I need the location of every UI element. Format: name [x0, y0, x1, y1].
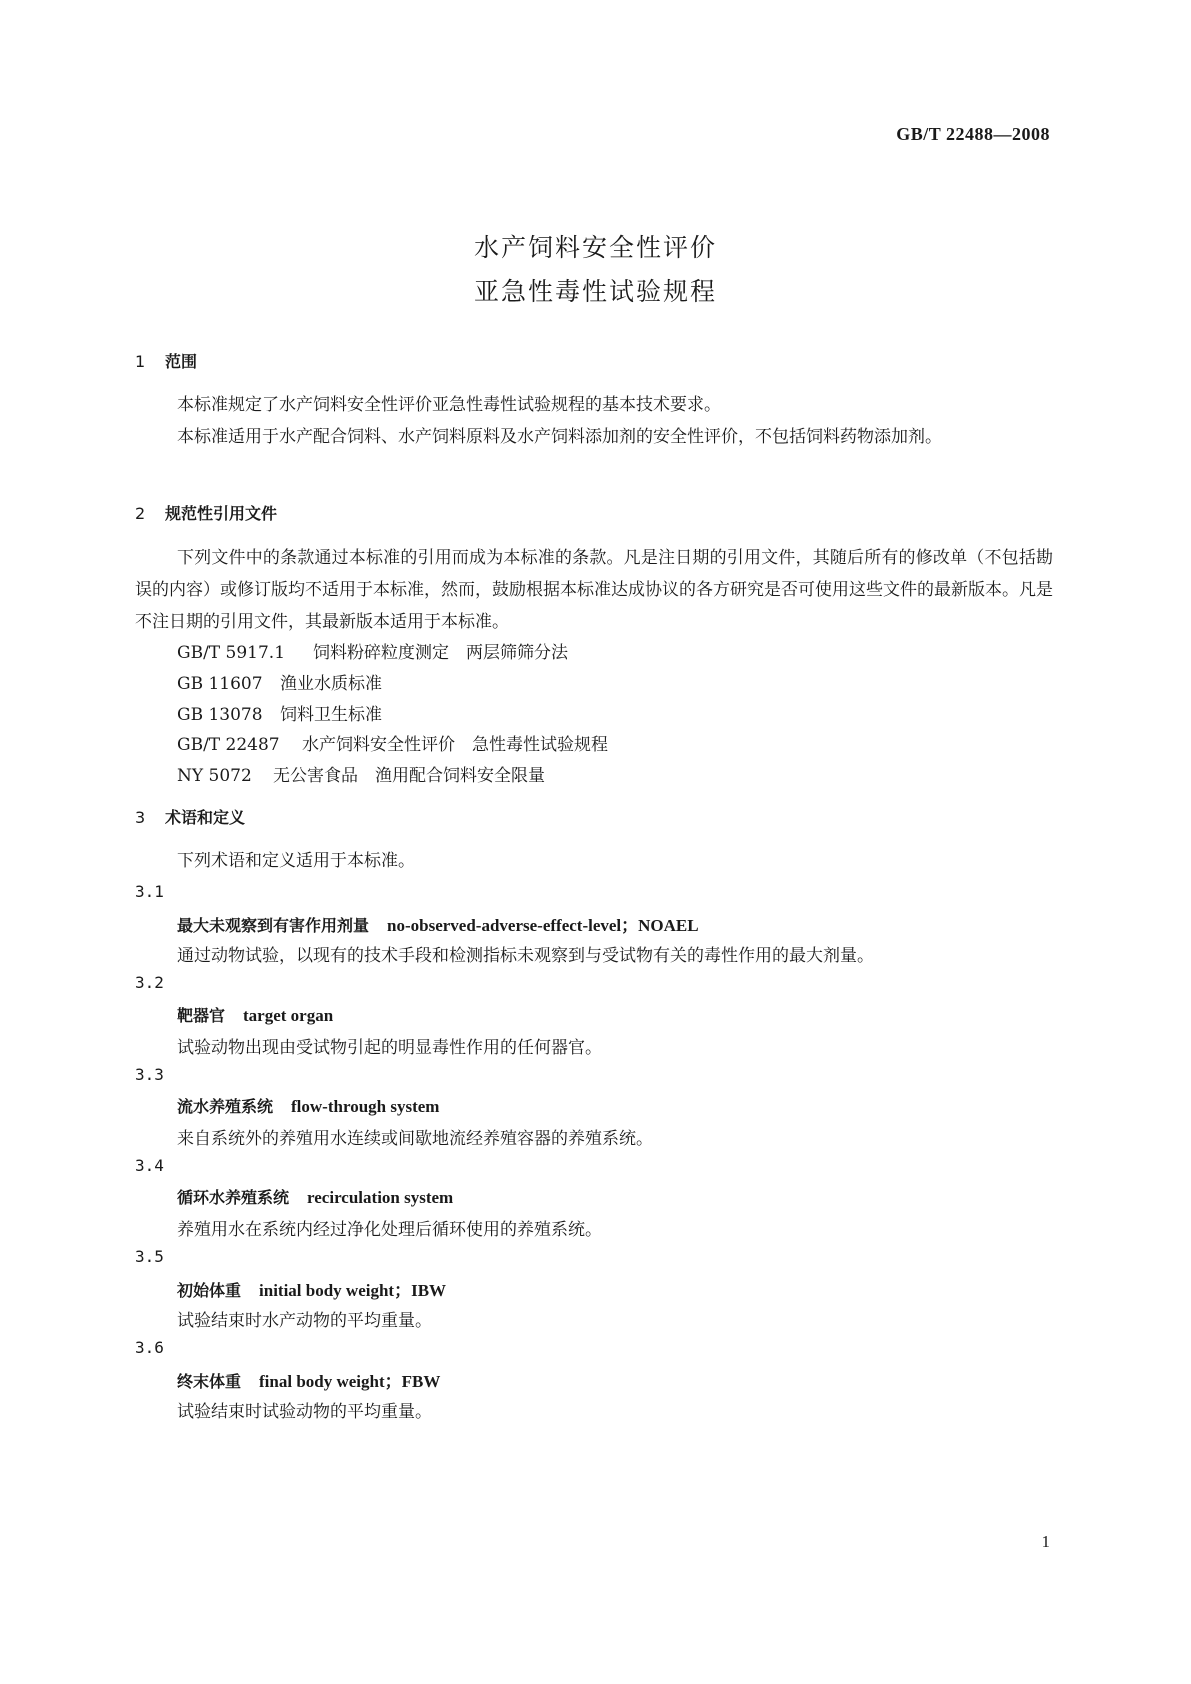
paragraph: 下列术语和定义适用于本标准。: [177, 851, 415, 871]
term-definition: 通过动物试验，以现有的技术手段和检测指标未观察到与受试物有关的毒性作用的最大剂量。: [177, 946, 874, 966]
term-heading: [177, 1185, 453, 1208]
term-definition: 试验结束时试验动物的平均重量。: [177, 1402, 432, 1422]
term-number: 3.3: [135, 1065, 164, 1084]
paragraph: 本标准规定了水产饲料安全性评价亚急性毒性试验规程的基本技术要求。: [177, 395, 721, 415]
reference-title: 无公害食品 渔用配合饲料安全限量: [273, 766, 545, 786]
term-en: target organ: [243, 1006, 334, 1025]
reference-code: GB/T 5917.1: [177, 643, 286, 663]
reference-item: [177, 730, 608, 755]
reference-title: 渔业水质标准: [280, 674, 382, 694]
standard-code: GB/T 22488—2008: [896, 124, 1050, 144]
reference-item: [177, 669, 382, 694]
term-definition: 试验动物出现由受试物引起的明显毒性作用的任何器官。: [177, 1038, 602, 1058]
term-en: initial body weight；IBW: [259, 1281, 447, 1300]
term-heading: [177, 1003, 333, 1026]
term-en: recirculation system: [307, 1188, 454, 1207]
term-en: no-observed-adverse-effect-level；NOAEL: [387, 916, 699, 935]
term-heading: [177, 911, 699, 936]
reference-item: [177, 761, 545, 786]
reference-item: [177, 638, 568, 663]
term-number: 3.1: [135, 882, 164, 901]
term-definition: 养殖用水在系统内经过净化处理后循环使用的养殖系统。: [177, 1220, 602, 1240]
term-heading: [177, 1367, 440, 1392]
reference-title: 饲料卫生标准: [280, 705, 382, 725]
reference-code: GB 13078: [177, 705, 263, 725]
section-number: 3: [135, 808, 146, 827]
term-en: flow-through system: [291, 1097, 440, 1116]
term-zh: 靶器官: [177, 1006, 226, 1025]
term-zh: 最大未观察到有害作用剂量: [177, 916, 370, 935]
term-number: 3.5: [135, 1247, 164, 1266]
section-heading-normative-references: [135, 501, 277, 524]
term-zh: 初始体重: [177, 1281, 242, 1300]
reference-item: [177, 700, 382, 725]
section-heading-scope: [135, 349, 197, 372]
paragraph: 本标准适用于水产配合饲料、水产饲料原料及水产饲料添加剂的安全性评价，不包括饲料药物添加剂。: [177, 427, 942, 447]
section-heading-terms-definitions: [135, 805, 245, 828]
reference-code: GB/T 22487: [177, 735, 280, 755]
term-definition: 来自系统外的养殖用水连续或间歇地流经养殖容器的养殖系统。: [177, 1129, 653, 1149]
reference-title: 水产饲料安全性评价 急性毒性试验规程: [302, 735, 608, 755]
document-title-line-2: 亚急性毒性试验规程: [473, 277, 717, 306]
term-en: final body weight；FBW: [259, 1372, 441, 1391]
section-title: 范围: [165, 352, 198, 371]
section-title: 规范性引用文件: [165, 504, 278, 523]
term-zh: 终末体重: [177, 1372, 242, 1391]
reference-title: 饲料粉碎粒度测定 两层筛筛分法: [313, 643, 568, 663]
term-heading: [177, 1094, 439, 1117]
section-number: 2: [135, 504, 146, 523]
paragraph: 下列文件中的条款通过本标准的引用而成为本标准的条款。凡是注日期的引用文件，其随后所有的修改单（不包括勘误的内容）或修订版均不适用于本标准，然而，鼓励根据本标准达成协议的各方研究是否可使用这些文件的最新版本。凡是不注日期的引用文件，其最新版本适用于本标准。: [135, 548, 1053, 632]
term-zh: 循环水养殖系统: [177, 1188, 290, 1207]
page-number: 1: [1041, 1532, 1050, 1551]
term-number: 3.2: [135, 973, 164, 992]
term-definition: 试验结束时水产动物的平均重量。: [177, 1311, 432, 1331]
term-number: 3.4: [135, 1156, 164, 1175]
document-title-line-1: 水产饲料安全性评价: [473, 233, 717, 262]
term-zh: 流水养殖系统: [177, 1097, 274, 1116]
section-number: 1: [135, 352, 146, 371]
reference-code: GB 11607: [177, 674, 263, 694]
term-number: 3.6: [135, 1338, 164, 1357]
section-title: 术语和定义: [165, 808, 246, 827]
term-heading: [177, 1276, 446, 1301]
reference-code: NY 5072: [177, 766, 252, 786]
